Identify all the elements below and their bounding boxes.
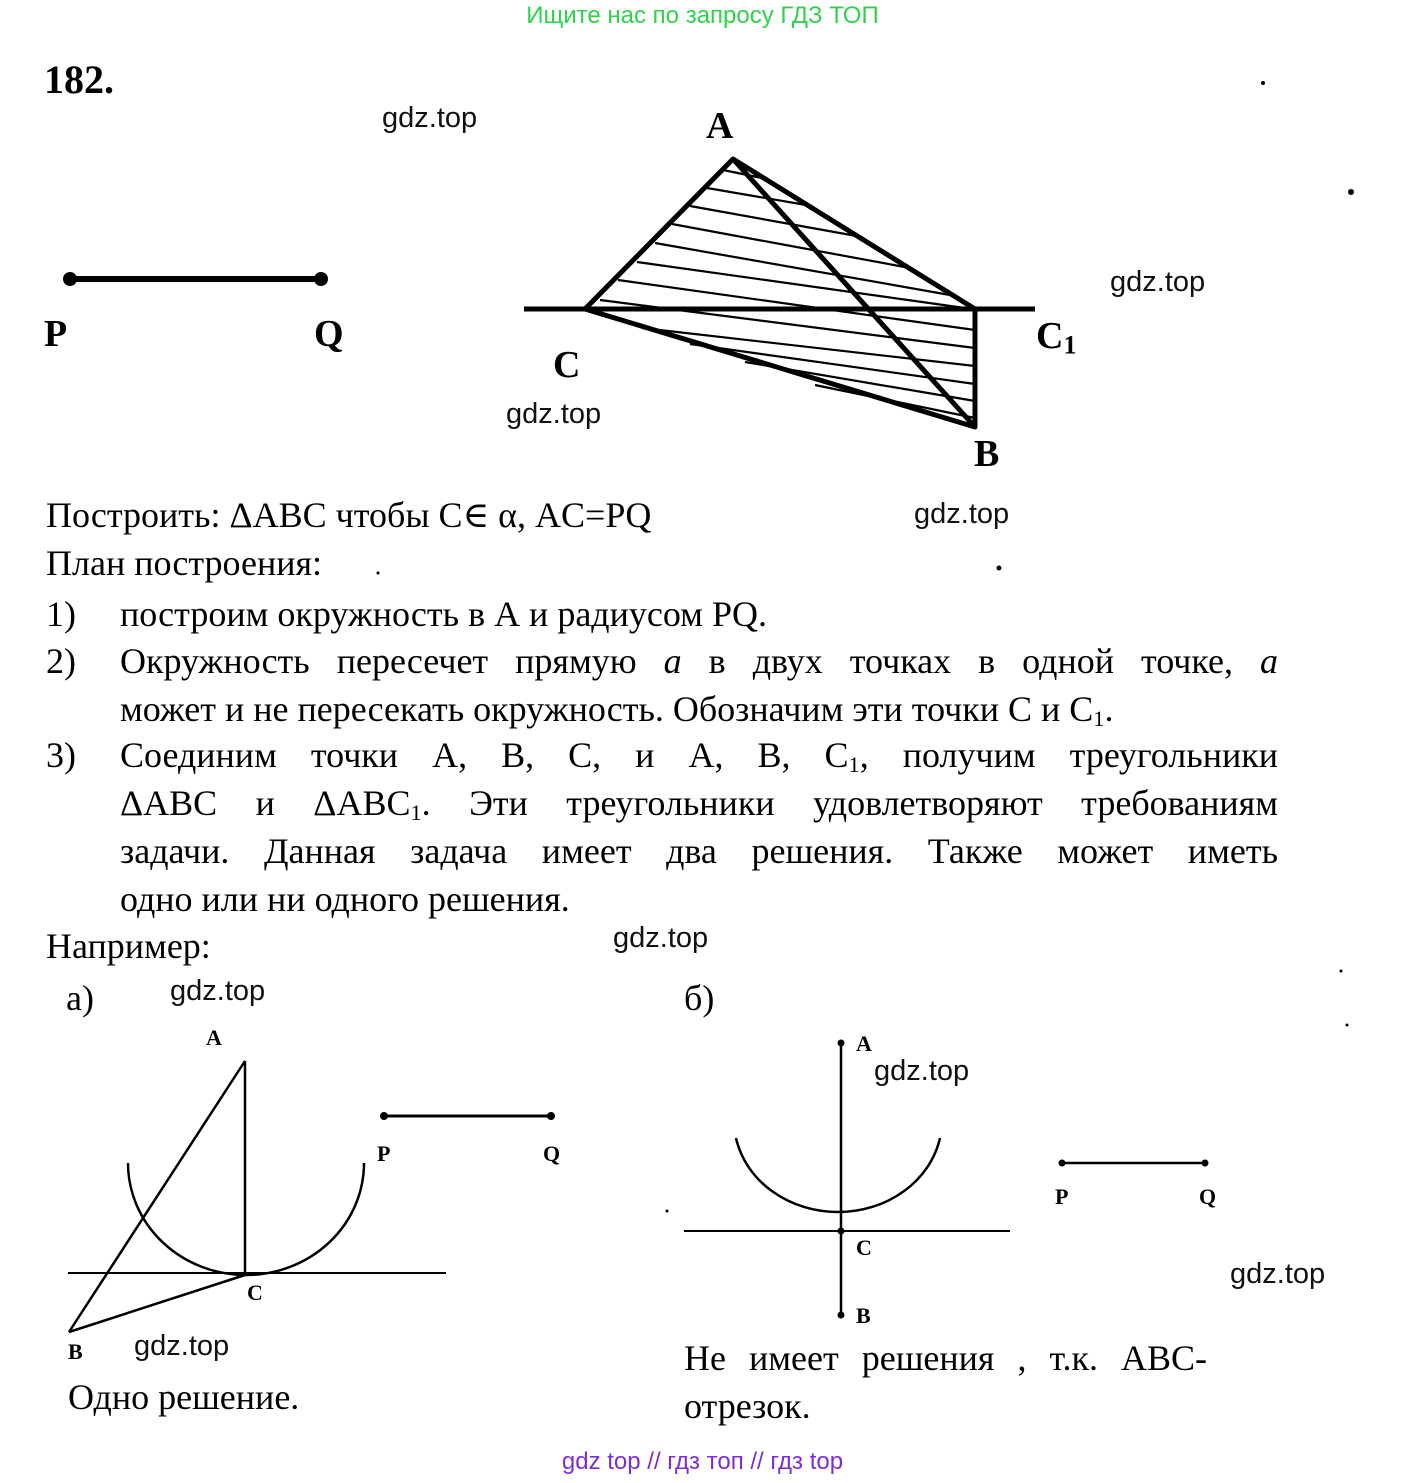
step-number: 1) xyxy=(46,594,76,634)
label-p: P xyxy=(44,313,68,355)
example-b-label-q: Q xyxy=(1199,1184,1217,1209)
example-a-figure xyxy=(68,1061,555,1332)
example-a-label-a: A xyxy=(206,1025,222,1050)
task-statement: Построить: ΔABC чтобы C∈ α, AC=PQ xyxy=(46,495,652,535)
example-b-label-p: P xyxy=(1055,1184,1069,1209)
example-a-point-q xyxy=(547,1112,555,1120)
step-text-line: задачи. Данная задача имеет два решения. Также может иметь xyxy=(120,831,1278,871)
label-b: B xyxy=(974,433,1000,475)
example-b-caption-line2: отрезок. xyxy=(684,1386,811,1426)
label-a: A xyxy=(706,105,734,147)
watermark: gdz.top xyxy=(1110,266,1206,298)
example-b-arc xyxy=(736,1138,940,1212)
label-c: C xyxy=(553,344,581,386)
example-b-point-p xyxy=(1059,1160,1066,1167)
watermark: gdz.top xyxy=(613,922,709,954)
example-b-figure xyxy=(684,1040,1209,1319)
problem-number: 182. xyxy=(44,57,114,102)
plan-title: План построения: xyxy=(46,543,323,583)
example-a-label-b: B xyxy=(68,1339,83,1364)
top-banner: Ищите нас по запросу ГДЗ ТОП xyxy=(526,2,879,29)
step-text-line: ΔАВС и $\Delta АВС_1$. Эти треугольники удовлетворяют требованиям xyxy=(120,783,1279,825)
label-q: Q xyxy=(314,313,344,355)
example-title: Например: xyxy=(46,926,211,966)
example-b-point-q xyxy=(1202,1160,1209,1167)
step-text-line: одно или ни одного решения. xyxy=(120,879,570,919)
example-b-label-b: B xyxy=(856,1303,871,1328)
example-b-point-a xyxy=(838,1040,845,1047)
watermark: gdz.top xyxy=(874,1055,970,1087)
label-c1: $C_1$ xyxy=(1036,315,1077,360)
example-a-bc xyxy=(69,1275,245,1332)
example-a-label-p: P xyxy=(377,1141,391,1166)
watermark: gdz.top xyxy=(1230,1258,1326,1290)
step-text-line: Окружность пересечет прямую a в двух точках в одной точке, a xyxy=(120,641,1278,681)
example-a-label-q: Q xyxy=(543,1141,561,1166)
watermark: gdz.top xyxy=(170,975,266,1007)
step-number: 3) xyxy=(46,735,76,775)
step-text: построим окружность в А и радиусом PQ. xyxy=(120,594,767,634)
watermark: gdz.top xyxy=(506,398,602,430)
example-a-point-p xyxy=(380,1112,388,1120)
example-b-point-b xyxy=(838,1312,845,1319)
example-b-caption-line1: Не имеет решения , т.к. ABC- xyxy=(684,1338,1208,1378)
step-number: 2) xyxy=(46,641,76,681)
step-text-line: Соединим точки А, В, С, и А, В, $С_1$, получим треугольники xyxy=(120,735,1278,777)
example-a-ab xyxy=(69,1061,245,1332)
example-a-label-c: C xyxy=(247,1280,263,1305)
step-text-line: может и не пересекать окружность. Обозначим эти точки С и $С_1$. xyxy=(120,689,1114,731)
example-b-label-a: A xyxy=(856,1031,872,1056)
example-a-label: а) xyxy=(66,978,94,1018)
example-b-point-c xyxy=(838,1228,845,1235)
watermark: gdz.top xyxy=(914,498,1010,530)
watermark: gdz.top xyxy=(382,102,478,134)
example-b-label-c: C xyxy=(856,1235,872,1260)
watermark: gdz.top xyxy=(134,1330,230,1362)
bottom-banner: gdz top // гдз топ // гдз top xyxy=(561,1448,844,1475)
example-a-caption: Одно решение. xyxy=(68,1377,300,1417)
example-b-label: б) xyxy=(684,978,715,1018)
